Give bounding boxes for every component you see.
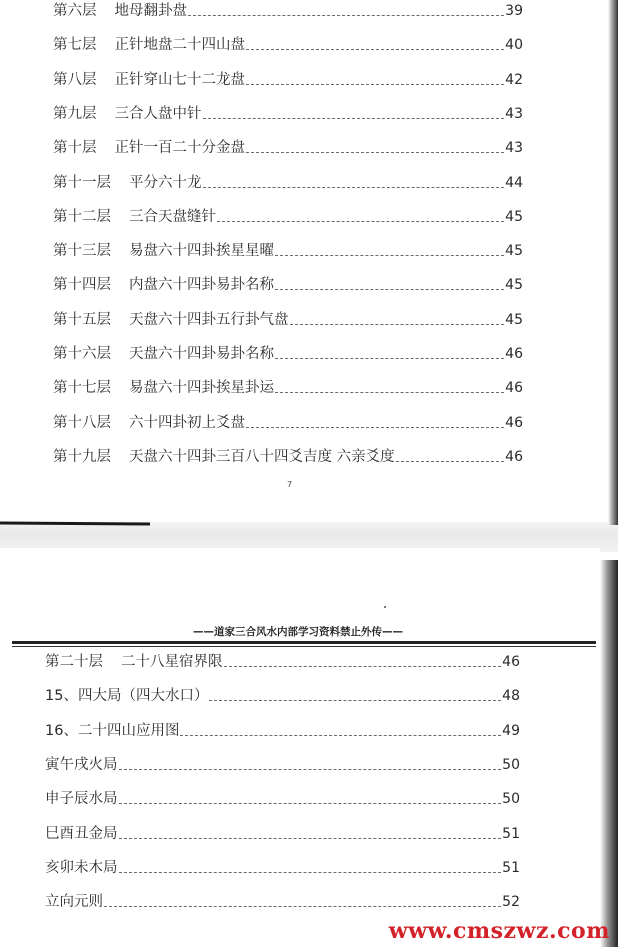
toc-entry-page: 44	[505, 174, 523, 191]
toc-entry-title: 立向元则	[45, 894, 103, 911]
toc-leader-dashes	[290, 324, 505, 325]
page-number: 7	[287, 480, 293, 489]
toc-leader-dashes	[119, 803, 502, 804]
toc-entry-page: 43	[505, 140, 523, 157]
toc-entry	[45, 754, 520, 776]
toc-entry-level: 第十七层	[53, 380, 111, 397]
toc-entry-level: 第七层	[53, 37, 97, 54]
toc-entry-title: 天盘六十四卦三百八十四爻吉度 六亲爻度	[129, 448, 395, 465]
toc-entry-title: 地母翻卦盘	[114, 3, 187, 19]
toc-entry-level: 第九层	[53, 105, 97, 122]
toc-leader-dashes	[203, 187, 505, 188]
toc-entry-page: 46	[505, 380, 523, 397]
toc-entry-page: 46	[505, 448, 523, 465]
toc-leader-dashes	[396, 461, 505, 462]
toc-entry-page: 46	[505, 414, 523, 431]
toc-leader-dashes	[119, 838, 502, 839]
toc-leader-dashes	[217, 221, 504, 222]
toc-entry-level: 第十八层	[53, 414, 111, 431]
toc-leader-dashes	[104, 906, 501, 907]
toc-leader-dashes	[180, 735, 501, 736]
toc-leader-dashes	[224, 666, 502, 667]
toc-entry-title: 申子辰水局	[45, 791, 118, 808]
toc-entry	[53, 343, 523, 365]
page-header: ——道家三合风水内部学习资料禁止外传——	[193, 626, 403, 638]
toc-leader-dashes	[119, 769, 502, 770]
toc-leader-dashes	[246, 152, 504, 153]
toc-leader-dashes	[246, 427, 504, 428]
toc-leader-dashes	[246, 84, 504, 85]
toc-entry	[53, 172, 523, 194]
toc-entry-title: 亥卯未木局	[45, 859, 118, 876]
toc-entry-level: 第六层	[53, 3, 97, 19]
toc-leader-dashes	[119, 872, 502, 873]
toc-entry-title: 三合天盘缝针	[129, 208, 216, 225]
toc-entry-title: 二十八星宿界限	[121, 654, 223, 670]
toc-entry-level: 第二十层	[45, 654, 103, 670]
toc-entry-page: 48	[502, 688, 520, 705]
toc-entry	[45, 651, 520, 673]
toc-entry-title: 内盘六十四卦易卦名称	[129, 277, 274, 294]
toc-entry-title: 正针地盘二十四山盘	[114, 37, 245, 54]
toc-entry-level: 第十三层	[53, 243, 111, 260]
toc-entry-title: 正针一百二十分金盘	[114, 140, 245, 157]
toc-entry	[53, 309, 523, 331]
toc-entry-title: 天盘六十四卦五行卦气盘	[129, 311, 289, 328]
header-rule	[12, 641, 596, 644]
toc-entry-page: 45	[505, 311, 523, 328]
toc-entry	[53, 274, 523, 296]
toc-entry-title: 易盘六十四卦挨星卦运	[129, 380, 274, 397]
toc-entry-level: 第十二层	[53, 208, 111, 225]
toc-entry-page: 52	[502, 894, 520, 911]
toc-entry-page: 39	[505, 3, 523, 19]
toc-leader-dashes	[275, 392, 504, 393]
toc-entry-level: 第十四层	[53, 277, 111, 294]
toc-entry	[45, 891, 520, 913]
toc-entry-title: 天盘六十四卦易卦名称	[129, 346, 274, 362]
watermark-text: www.cmszwz.com	[388, 918, 610, 944]
toc-entry	[45, 685, 520, 707]
toc-entry-page: 45	[505, 208, 523, 225]
toc-entry-title: 正针穿山七十二龙盘	[114, 71, 245, 88]
toc-entry-page: 42	[505, 71, 523, 88]
toc-leader-dashes	[209, 700, 501, 701]
toc-page-2	[0, 548, 600, 947]
toc-entry	[53, 377, 523, 399]
toc-entry-page: 46	[505, 346, 523, 362]
toc-entry-level: 第十五层	[53, 311, 111, 328]
toc-entry-level: 第十六层	[53, 346, 111, 362]
toc-entry-level: 第十一层	[53, 174, 111, 191]
toc-entry	[53, 412, 523, 434]
toc-entry-level: 第十九层	[53, 448, 111, 465]
toc-entry	[45, 788, 520, 810]
toc-entry-page: 40	[505, 37, 523, 54]
toc-entry-title: 16、二十四山应用图	[45, 722, 180, 739]
toc-entry-level: 第八层	[53, 71, 97, 88]
toc-entry-title: 15、四大局（四大水口）	[45, 688, 209, 705]
toc-entry-page: 51	[502, 859, 520, 876]
toc-leader-dashes	[275, 289, 504, 290]
toc-entry	[53, 103, 523, 125]
toc-entry	[53, 0, 523, 22]
page-edge-right	[608, 0, 618, 525]
scan-speck	[384, 606, 386, 608]
toc-entry-title: 三合人盘中针	[114, 105, 202, 122]
toc-entry	[53, 69, 523, 91]
toc-entry	[53, 446, 523, 468]
header-rule	[12, 646, 596, 647]
toc-leader-dashes	[275, 358, 504, 359]
toc-leader-dashes	[275, 255, 504, 256]
toc-entry-page: 43	[505, 105, 523, 122]
toc-leader-dashes	[188, 15, 504, 16]
toc-leader-dashes	[246, 49, 504, 50]
toc-entry-level: 第十层	[53, 140, 97, 157]
page-edge-right	[600, 560, 618, 947]
toc-entry	[53, 206, 523, 228]
toc-entry-title: 巳酉丑金局	[45, 825, 118, 842]
toc-entry-page: 46	[502, 654, 520, 670]
toc-entry-page: 50	[502, 791, 520, 808]
toc-entry	[53, 137, 523, 159]
toc-entry-title: 平分六十龙	[129, 174, 202, 191]
toc-entry	[45, 823, 520, 845]
toc-entry-page: 50	[502, 756, 520, 773]
toc-entry-page: 49	[502, 722, 520, 739]
toc-entry-page: 51	[502, 825, 520, 842]
toc-entry	[53, 240, 523, 262]
toc-entry-title: 易盘六十四卦挨星星曜	[129, 243, 274, 260]
toc-entry-page: 45	[505, 277, 523, 294]
toc-entry	[45, 857, 520, 879]
toc-entry	[45, 720, 520, 742]
toc-entry	[53, 34, 523, 56]
toc-entry-title: 寅午戌火局	[45, 756, 118, 773]
toc-entry-title: 六十四卦初上爻盘	[129, 414, 245, 431]
toc-entry-page: 45	[505, 243, 523, 260]
toc-leader-dashes	[203, 118, 505, 119]
